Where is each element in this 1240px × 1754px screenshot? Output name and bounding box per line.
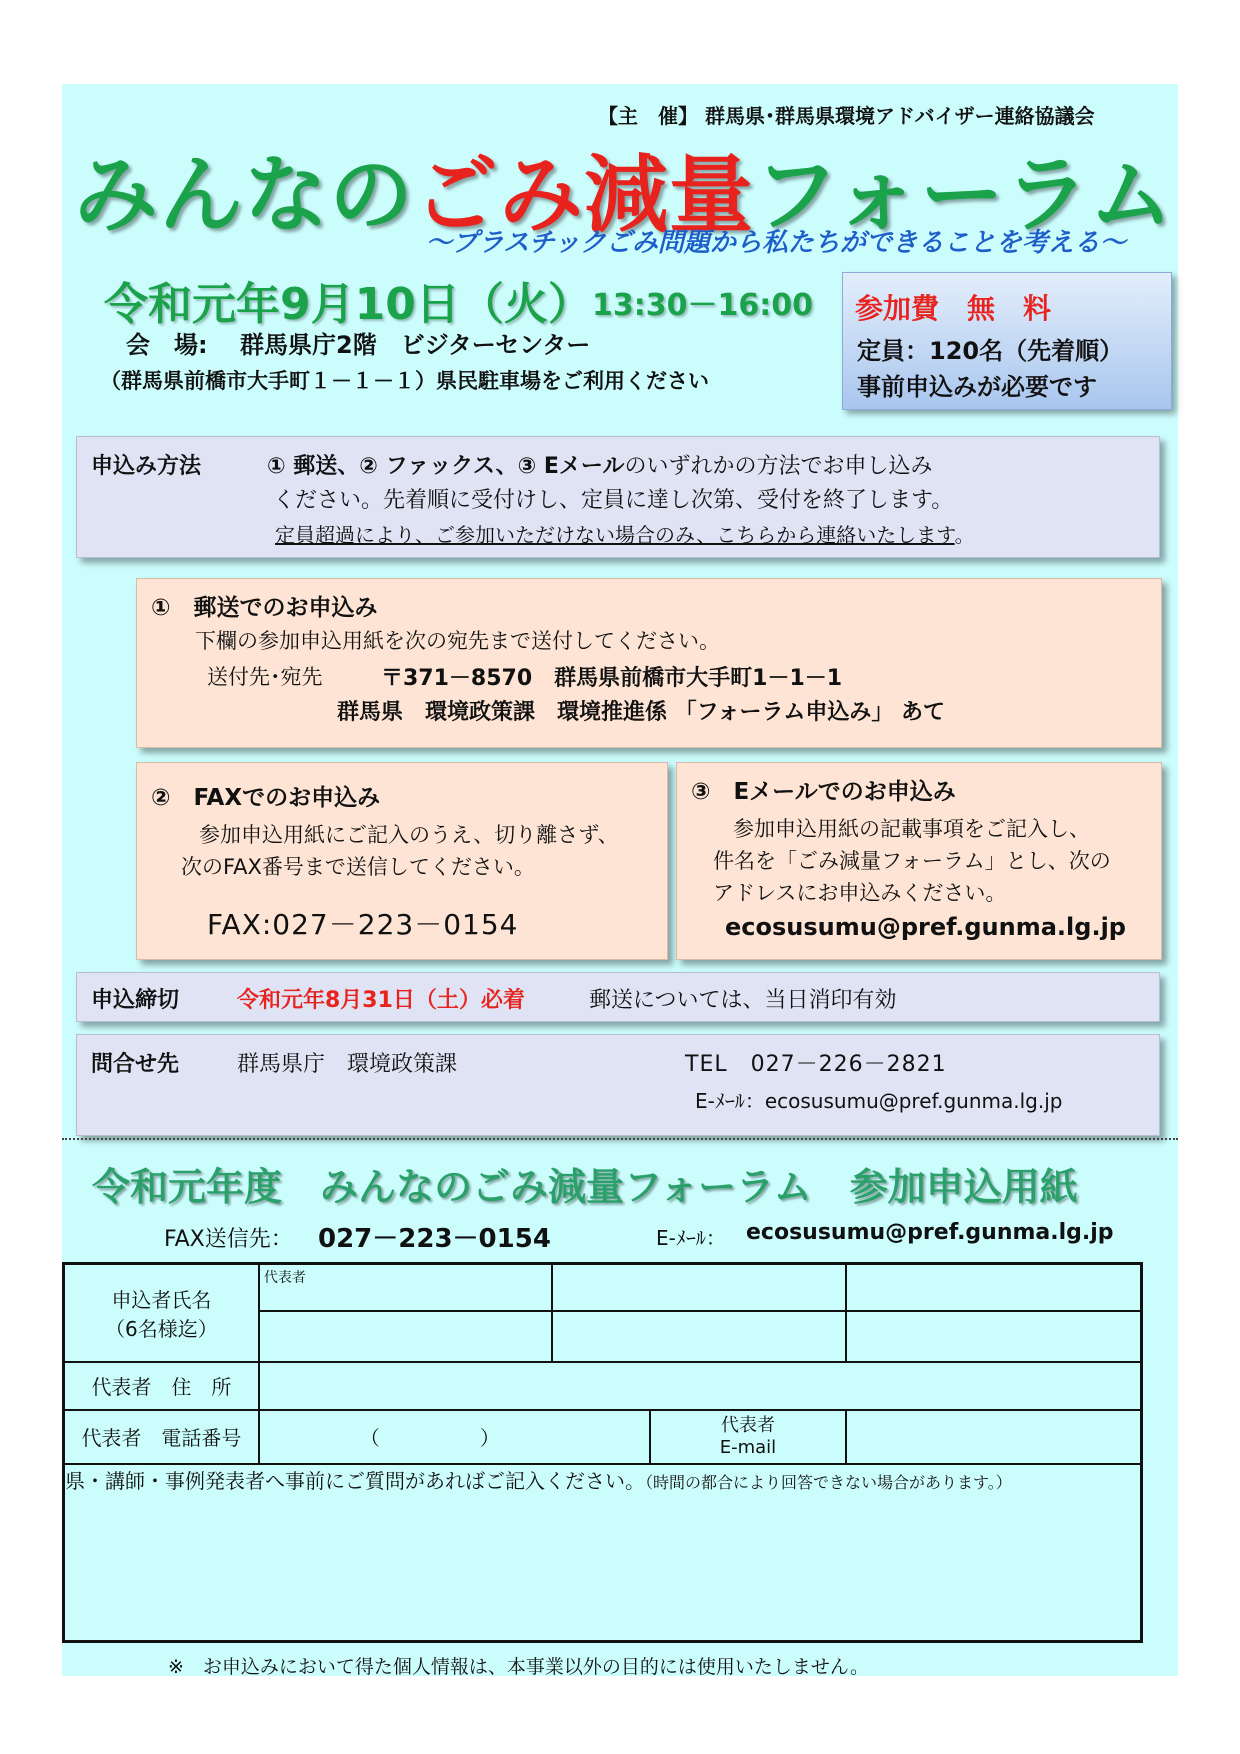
- contact-dept: 群馬県庁 環境政策課: [237, 1052, 458, 1077]
- deadline-label: 申込締切: [91, 988, 180, 1013]
- mail-application-panel: [136, 578, 1162, 748]
- mail-heading: ① 郵送でのお申込み: [151, 595, 378, 621]
- fax-line-1: 参加申込用紙にご記入のうえ、切り離さず、: [199, 823, 619, 847]
- title-part-2: ごみ減量: [414, 146, 755, 244]
- apply-method-line-1: [267, 449, 932, 480]
- event-time: 13:30－16:00: [592, 288, 813, 323]
- form-fax-label: FAX送信先：: [164, 1227, 293, 1252]
- representative-small-label: 代表者: [263, 1270, 306, 1286]
- fax-number: FAX:027－223－0154: [207, 908, 519, 941]
- fax-line-2: 次のFAX番号まで送信してください。: [181, 855, 535, 879]
- email-address: ecosusumu@pref.gunma.lg.jp: [725, 913, 1126, 941]
- question-field[interactable]: [64, 1464, 1142, 1642]
- fee-label: 参加費 無 料: [855, 292, 1052, 325]
- title-part-3: フォーラム: [754, 146, 1174, 244]
- applicant-name-2-field[interactable]: [552, 1264, 845, 1311]
- applicant-name-label-cell: [64, 1264, 259, 1362]
- apply-method-label: 申込み方法: [91, 454, 202, 479]
- email-application-panel: [676, 762, 1162, 960]
- venue-label: 会 場:: [126, 331, 208, 359]
- email-line-3: アドレスにお申込みください。: [713, 881, 1007, 905]
- rep-phone-label: 代表者 電話番号: [64, 1410, 259, 1464]
- rep-address-field[interactable]: [259, 1362, 1142, 1410]
- application-form: [62, 1262, 1143, 1643]
- applicant-name-label: 申込者氏名: [111, 1287, 212, 1312]
- contact-email: E-ﾒｰﾙ：ecosusumu@pref.gunma.lg.jp: [695, 1089, 1063, 1113]
- contact-panel: [76, 1034, 1160, 1136]
- contact-label: 問合せ先: [91, 1052, 180, 1077]
- applicant-name-3-field[interactable]: [846, 1264, 1142, 1311]
- advance-registration-label: 事前申込みが必要です: [857, 373, 1097, 401]
- venue-name: 群馬県庁2階 ビジターセンター: [240, 331, 591, 359]
- question-label: 県・講師・事例発表者へ事前にご質問があればご記入ください。: [65, 1468, 645, 1493]
- applicant-name-1-field[interactable]: [259, 1264, 553, 1311]
- mail-destination-dept: 群馬県 環境政策課 環境推進係 「フォーラム申込み」 あて: [337, 700, 946, 725]
- mail-destination-address: 〒371－8570 群馬県前橋市大手町1－1－1: [381, 666, 843, 691]
- mail-instruction: 下欄の参加申込用紙を次の宛先まで送付してください。: [195, 629, 720, 653]
- deadline-panel: [76, 972, 1160, 1022]
- applicant-name-5-field[interactable]: [552, 1311, 845, 1362]
- apply-method-line-2: ください。先着順に受付けし、定員に達し次第、受付を終了します。: [273, 488, 954, 513]
- apply-method-overflow-note: 定員超過により、ご参加いただけない場合のみ、こちらから連絡いたします: [275, 523, 955, 547]
- title-part-1: みんなの: [74, 146, 415, 244]
- email-line-1: 参加申込用紙の記載事項をご記入し、: [733, 817, 1090, 841]
- privacy-footnote: ※ お申込みにおいて得た個人情報は、本事業以外の目的には使用いたしません。: [168, 1656, 870, 1678]
- event-subtitle: ～プラスチックごみ問題から私たちができることを考える～: [426, 228, 1126, 258]
- apply-method-panel: [76, 436, 1160, 558]
- email-heading: ③ Eメールでのお申込み: [691, 779, 956, 805]
- form-title: 令和元年度 みんなのごみ減量フォーラム 参加申込用紙: [92, 1165, 1078, 1209]
- rep-email-label-1: 代表者: [720, 1414, 775, 1436]
- rep-email-field[interactable]: [846, 1410, 1142, 1464]
- fee-info-box: [842, 272, 1172, 410]
- rep-phone-field[interactable]: （ ）: [259, 1410, 650, 1464]
- apply-method-line-1-rest: のいずれかの方法でお申し込み: [624, 454, 933, 479]
- deadline-date: 令和元年8月31日（土）必着: [237, 988, 525, 1013]
- cut-line: [62, 1138, 1178, 1140]
- applicant-name-6-field[interactable]: [846, 1311, 1142, 1362]
- applicant-name-sublabel: （6名様迄）: [105, 1316, 218, 1341]
- form-email-address: ecosusumu@pref.gunma.lg.jp: [746, 1220, 1114, 1245]
- rep-address-label: 代表者 住 所: [64, 1362, 259, 1410]
- fax-application-panel: [136, 762, 668, 960]
- mail-destination-label: 送付先･宛先: [207, 665, 323, 689]
- deadline-note: 郵送については、当日消印有効: [589, 988, 897, 1013]
- contact-tel: TEL 027－226－2821: [685, 1052, 947, 1077]
- form-fax-number: 027－223－0154: [318, 1224, 551, 1254]
- event-date: 令和元年9月10日（火）: [104, 279, 592, 330]
- organizer-line: 【主 催】 群馬県･群馬県環境アドバイザー連絡協議会: [598, 104, 1095, 128]
- applicant-name-4-field[interactable]: [259, 1311, 553, 1362]
- capacity-label: 定員：120名（先着順）: [857, 337, 1124, 365]
- venue-address-note: （群馬県前橋市大手町１－１－１）県民駐車場をご利用ください: [100, 369, 709, 393]
- form-email-label: E-ﾒｰﾙ：: [656, 1226, 726, 1250]
- fax-heading: ② FAXでのお申込み: [151, 785, 381, 811]
- rep-email-label-cell: [650, 1410, 845, 1464]
- email-line-2: 件名を「ごみ減量フォーラム」とし、次の: [713, 849, 1111, 873]
- question-note: （時間の都合により回答できない場合があります。）: [645, 1472, 1012, 1492]
- apply-method-line-3-end: 。: [954, 523, 975, 547]
- apply-method-line-3: [275, 519, 975, 548]
- apply-method-options: ① 郵送、② ファックス、③ Eメール: [267, 454, 625, 479]
- rep-email-label-2: E-mail: [719, 1436, 777, 1458]
